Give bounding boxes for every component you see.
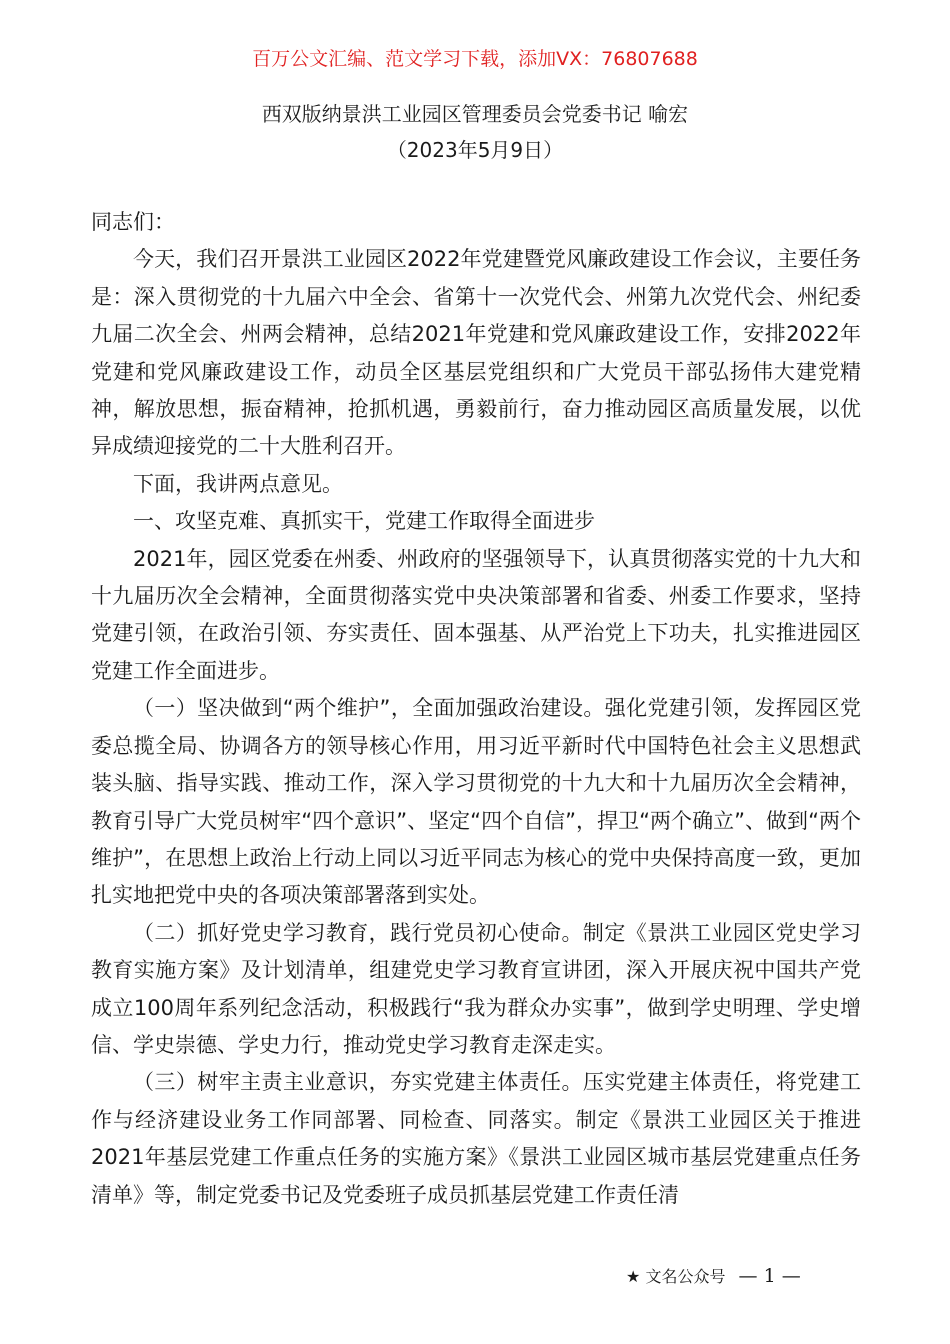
paragraph-point-3: （三）树牢主责主业意识，夯实党建主体责任。压实党建主体责任，将党建工作与经济建设业务工作同部署、同检查、同落实。制定《景洪工业园区关于推进2021年基层党建工作重点任务的实施方案》《景洪工业园区城市基层党建重点任务清单》等，制定党委书记及党委班子成员抓基层党建工作责任清	[91, 1070, 861, 1207]
star-icon: ★	[626, 1267, 641, 1286]
salutation: 同志们：	[91, 210, 175, 234]
speech-date: （2023年5月9日）	[386, 138, 564, 162]
paragraph-transition: 下面，我讲两点意见。	[133, 471, 343, 496]
paragraph-point-1: （一）坚决做到“两个维护”，全面加强政治建设。强化党建引领，发挥园区党委总揽全局、协调各方的领导核心作用，用习近平新时代中国特色社会主义思想武装头脑、指导实践、推动工作，深入学习贯彻党的十九大和十九届历次全会精神，教育引导广大党员树牢“四个意识”、坚定“四个自信”，捍卫“两个确立”、做到“两个维护”，在思想上政治上行动上同以习近平同志为核心的党中央保持高度一致，更加扎实地把党中央的各项决策部署落到实处。	[91, 696, 861, 908]
paragraph-intro: 今天，我们召开景洪工业园区2022年党建暨党风廉政建设工作会议，主要任务是：深入贯彻党的十九届六中全会、省第十一次党代会、州第九次党代会、州纪委九届二次全会、州两会精神，总结2021年党建和党风廉政建设工作，安排2022年党建和党风廉政建设工作，动员全区基层党组织和广大党员干部弘扬伟大建党精神，解放思想，振奋精神，抢抓机遇，勇毅前行，奋力推动园区高质量发展，以优异成绩迎接党的二十大胜利召开。	[91, 247, 861, 459]
speaker-title: 西双版纳景洪工业园区管理委员会党委书记 喻宏	[261, 102, 689, 126]
paragraph-2021-overview: 2021年，园区党委在州委、州政府的坚强领导下，认真贯彻落实党的十九大和十九届历次全会精神，全面贯彻落实党中央决策部署和省委、州委工作要求，坚持党建引领，在政治引领、夯实责任、固本强基、从严治党上下功夫，扎实推进园区党建工作全面进步。	[91, 546, 861, 683]
download-banner: 百万公文汇编、范文学习下载，添加VX：76807688	[252, 48, 698, 70]
page-number: — 1 —	[738, 1265, 801, 1287]
paragraph-point-2: （二）抓好党史学习教育，践行党员初心使命。制定《景洪工业园区党史学习教育实施方案》及计划清单，组建党史学习教育宣讲团，深入开展庆祝中国共产党成立100周年系列纪念活动，积极践行“我为群众办实事”，做到学史明理、学史增信、学史崇德、学史力行，推动党史学习教育走深走实。	[91, 920, 861, 1057]
document-body	[91, 204, 861, 1214]
page-footer	[626, 1264, 801, 1289]
section-heading-1: 一、攻坚克难、真抓实干，党建工作取得全面进步	[133, 509, 595, 534]
footer-source: 文名公众号	[645, 1267, 726, 1286]
